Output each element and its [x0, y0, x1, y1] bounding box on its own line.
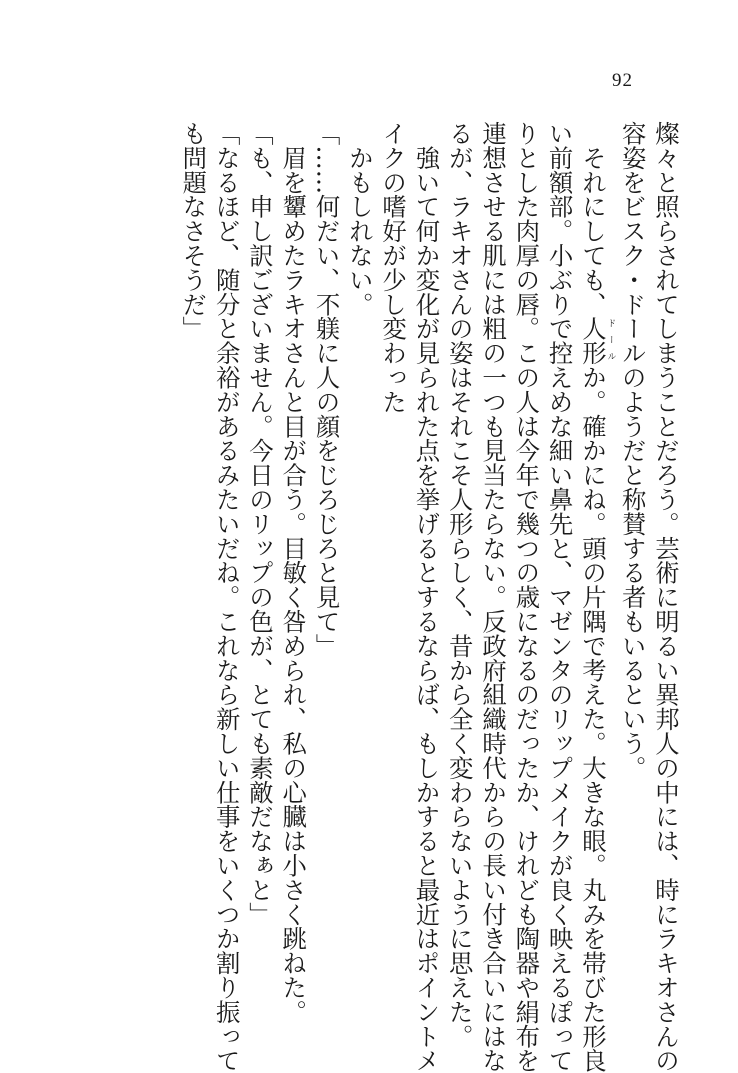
text-line: かもしれない。: [344, 121, 374, 317]
page-number: 92: [612, 70, 633, 91]
text-line: 「も、申し訳ございません。今日のリップの色が、とても素敵だなぁと」: [244, 121, 274, 927]
text-line: い前額部。小ぶりで控えめな細い鼻先と、マゼンタのリップメイクが良く映えるぽって: [544, 121, 574, 1073]
ruby-annotation: [577, 316, 616, 366]
text-line: も問題なさそうだ」: [178, 121, 208, 341]
text-line: 「……何だい、不躾に人の顔をじろじろと見て」: [311, 121, 341, 658]
text-line: 容姿をビスク・ドールのようだと称賛する者もいるという。: [617, 121, 647, 780]
text-line: 燦々と照らされてしまうことだろう。芸術に明るい異邦人の中には、時にラキオさんの: [651, 121, 680, 1073]
text-line: るが、ラキオさんの姿はそれこそ人形らしく、昔から全く変わらないように思えた。: [444, 121, 474, 1049]
ruby-reading: ドール: [605, 316, 616, 365]
text-line: 連想させる肌には粗の一つも見当たらない。反政府組織時代からの長い付き合いにはな: [478, 121, 508, 1073]
text-line: りとした肉厚の唇。この人は今年で幾つの歳になるのだったか、けれども陶器や絹布を: [511, 121, 541, 1073]
text-line: 眉を顰めたラキオさんと目が合う。目敏く咎められ、私の心臓は小さく跳ねた。: [278, 121, 308, 1024]
ruby-base: 人形: [577, 316, 607, 366]
text-line-part: それにしても、: [577, 121, 607, 317]
text-line: [576, 121, 616, 1073]
text-column-block: [176, 121, 682, 1073]
text-line-part: か。確かにね。頭の片隅で考えた。大きな眼。丸みを帯びた形良: [577, 365, 607, 1073]
text-line: 「なるほど、随分と余裕があるみたいだね。これなら新しい仕事をいくつか割り振って: [211, 121, 241, 1073]
text-line: イクの嗜好が少し変わった: [378, 121, 408, 414]
text-line: 強いて何か変化が見られた点を挙げるとするならば、もしかすると最近はポイントメ: [411, 121, 441, 1073]
